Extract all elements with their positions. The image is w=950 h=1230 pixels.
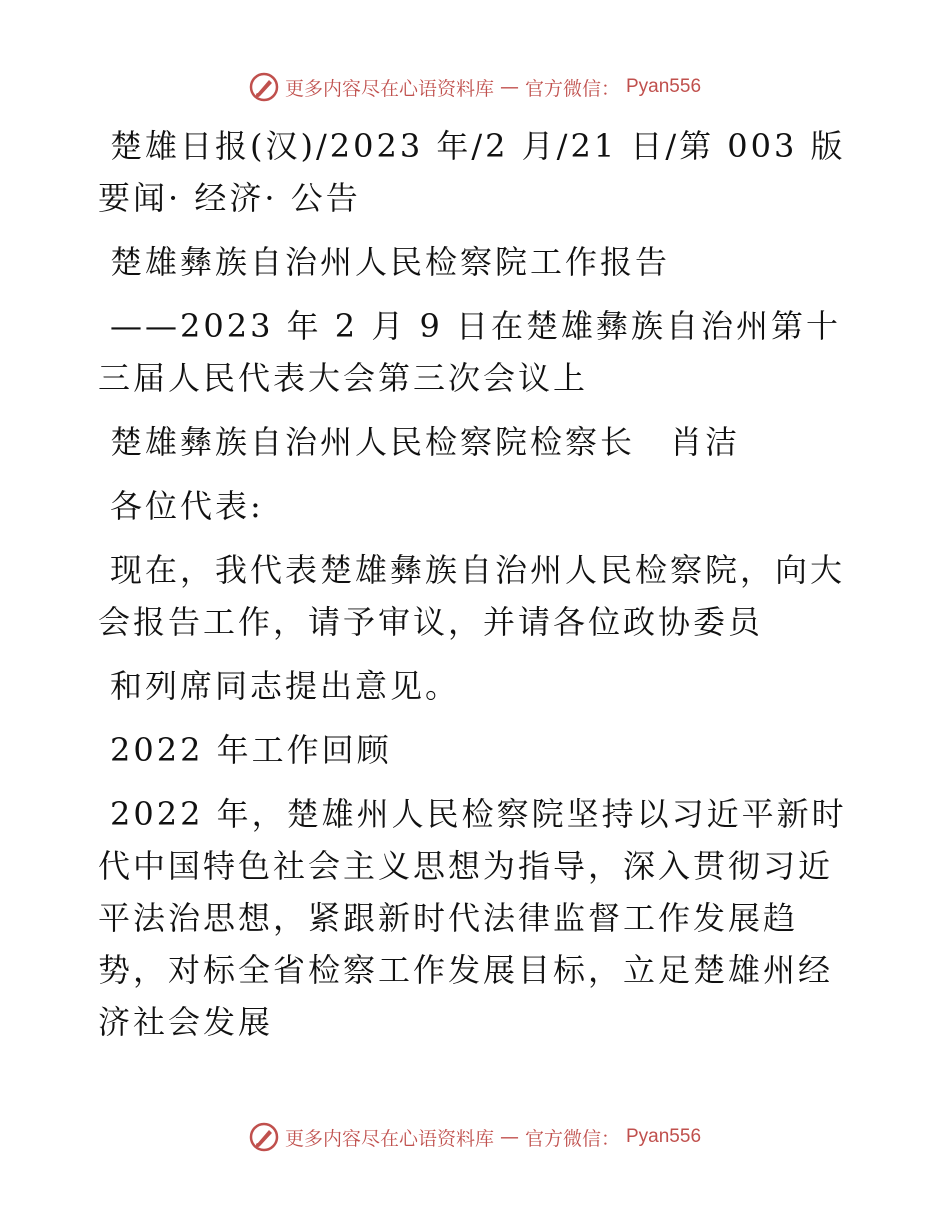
- pen-seal-icon: [249, 1122, 279, 1152]
- report-title: 楚雄彝族自治州人民检察院工作报告: [110, 243, 671, 281]
- watermark-handle: Pyan556: [626, 1126, 702, 1147]
- body-paragraph: 2022 年，楚雄州人民检察院坚持以习近平新时代中国特色社会主义思想为指导，深入贯彻习近平法治思想，紧跟新时代法律监督工作发展趋势，对标全省检察工作发展目标，立足楚雄州经济社会发展: [98, 795, 847, 1041]
- pen-seal-icon: [249, 72, 279, 102]
- watermark-text: 更多内容尽在心语资料库: [284, 77, 494, 100]
- section-heading: 2022 年工作回顾: [110, 731, 392, 769]
- report-author: 楚雄彝族自治州人民检察院检察长 肖洁: [110, 423, 741, 461]
- body-paragraph: 现在，我代表楚雄彝族自治州人民检察院，向大会报告工作，请予审议，并请各位政协委员: [98, 551, 846, 641]
- watermark-top: [0, 72, 950, 102]
- watermark-bottom: [0, 1122, 950, 1152]
- watermark-label: 官方微信：: [524, 1127, 620, 1150]
- watermark-handle: Pyan556: [626, 76, 702, 97]
- salutation: 各位代表:: [110, 487, 264, 525]
- watermark-dash: —: [499, 1126, 519, 1148]
- document-body: [98, 120, 848, 1060]
- report-subtitle: ——2023 年 2 月 9 日在楚雄彝族自治州第十三届人民代表大会第三次会议上: [98, 307, 842, 397]
- newspaper-source-line: 楚雄日报(汉)/2023 年/2 月/21 日/第 003 版要闻· 经济· 公告: [98, 127, 846, 217]
- watermark-dash: —: [499, 76, 519, 98]
- body-paragraph: 和列席同志提出意见。: [110, 667, 461, 705]
- watermark-text: 更多内容尽在心语资料库: [284, 1127, 494, 1150]
- watermark-label: 官方微信：: [524, 77, 620, 100]
